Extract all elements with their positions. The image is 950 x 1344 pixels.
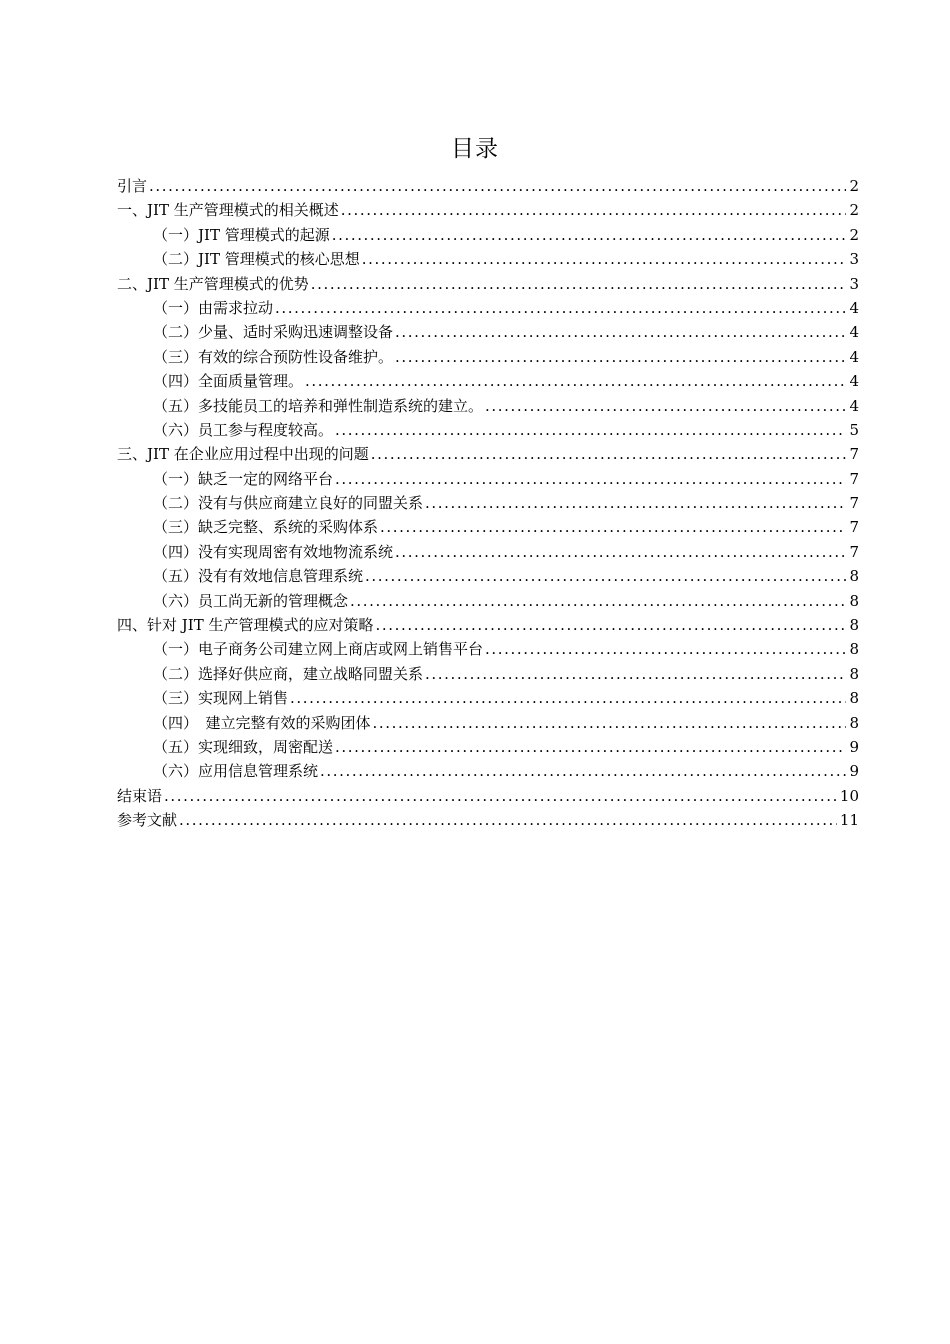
toc-page-number: 8 xyxy=(849,664,859,683)
toc-entry-label: （二）少量、适时采购迅速调整设备 xyxy=(153,323,394,342)
toc-entry[interactable] xyxy=(117,759,859,783)
toc-entry-label: （三）有效的综合预防性设备维护。 xyxy=(153,347,394,366)
toc-page-number: 8 xyxy=(849,567,859,586)
toc-entry[interactable] xyxy=(117,808,859,832)
toc-entry[interactable] xyxy=(117,223,859,247)
toc-dot-leader xyxy=(365,564,846,588)
toc-entry-label: （一）由需求拉动 xyxy=(153,298,274,317)
toc-page-number: 3 xyxy=(849,274,859,293)
toc-page-number: 8 xyxy=(849,591,859,610)
toc-dot-leader xyxy=(305,369,846,393)
toc-entry[interactable] xyxy=(117,467,859,491)
toc-dot-leader xyxy=(395,540,846,564)
toc-dot-leader xyxy=(275,296,846,320)
toc-entry-label: （五）没有有效地信息管理系统 xyxy=(153,567,364,586)
toc-entry-label: （五）实现细致，周密配送 xyxy=(153,737,334,756)
toc-page-number: 8 xyxy=(849,689,859,708)
toc-page-number: 11 xyxy=(839,811,859,830)
toc-entry-label: （二）没有与供应商建立良好的同盟关系 xyxy=(153,494,424,513)
toc-page-number: 9 xyxy=(849,762,859,781)
toc-page-number: 4 xyxy=(849,396,859,415)
toc-dot-leader xyxy=(371,442,847,466)
toc-entry[interactable] xyxy=(117,784,859,808)
toc-dot-leader xyxy=(335,467,846,491)
toc-title: 目录 xyxy=(451,136,499,162)
toc-entry-label: （六）员工参与程度较高。 xyxy=(153,420,334,439)
toc-entry-label: 结束语 xyxy=(117,786,163,805)
toc-entry-label: 一、JIT 生产管理模式的相关概述 xyxy=(117,201,339,220)
toc-entry[interactable] xyxy=(117,442,859,466)
toc-page-number: 2 xyxy=(849,201,859,220)
toc-entry[interactable] xyxy=(117,735,859,759)
toc-entry[interactable] xyxy=(117,515,859,539)
toc-dot-leader xyxy=(395,320,846,344)
toc-dot-leader xyxy=(335,735,846,759)
toc-entry[interactable] xyxy=(117,369,859,393)
toc-entry[interactable] xyxy=(117,564,859,588)
toc-dot-leader xyxy=(425,662,846,686)
toc-entry-label: （三）缺乏完整、系统的采购体系 xyxy=(153,518,379,537)
toc-page-number: 8 xyxy=(849,616,859,635)
toc-entry-label: （六）应用信息管理系统 xyxy=(153,762,319,781)
toc-entry-label: （一）JIT 管理模式的起源 xyxy=(153,225,330,244)
toc-dot-leader xyxy=(425,491,846,515)
toc-entry[interactable] xyxy=(117,711,859,735)
toc-dot-leader xyxy=(362,247,847,271)
toc-page-number: 8 xyxy=(849,640,859,659)
toc-entry[interactable] xyxy=(117,296,859,320)
toc-dot-leader xyxy=(149,174,846,198)
toc-page-number: 9 xyxy=(849,737,859,756)
toc-entry[interactable] xyxy=(117,272,859,296)
toc-dot-leader xyxy=(290,686,846,710)
toc-page-number: 4 xyxy=(849,372,859,391)
toc-list xyxy=(117,174,859,833)
toc-dot-leader xyxy=(375,613,846,637)
toc-dot-leader xyxy=(311,272,847,296)
toc-entry-label: 二、JIT 生产管理模式的优势 xyxy=(117,274,309,293)
toc-entry[interactable] xyxy=(117,686,859,710)
toc-page-number: 4 xyxy=(849,347,859,366)
toc-entry-label: （一）缺乏一定的网络平台 xyxy=(153,469,334,488)
toc-entry[interactable] xyxy=(117,394,859,418)
toc-dot-leader xyxy=(350,589,846,613)
toc-entry-label: 引言 xyxy=(117,177,148,195)
toc-page-number: 2 xyxy=(849,225,859,244)
toc-entry[interactable] xyxy=(117,320,859,344)
toc-dot-leader xyxy=(373,711,847,735)
toc-dot-leader xyxy=(164,784,837,808)
toc-dot-leader xyxy=(332,223,847,247)
toc-dot-leader xyxy=(320,759,846,783)
toc-entry-label: （二）JIT 管理模式的核心思想 xyxy=(153,250,360,269)
toc-dot-leader xyxy=(485,637,846,661)
toc-page-number: 3 xyxy=(849,250,859,269)
toc-page-number: 7 xyxy=(849,494,859,513)
toc-entry[interactable] xyxy=(117,418,859,442)
toc-entry-label: （一）电子商务公司建立网上商店或网上销售平台 xyxy=(153,640,484,659)
toc-entry[interactable] xyxy=(117,345,859,369)
toc-entry[interactable] xyxy=(117,174,859,198)
toc-dot-leader xyxy=(395,345,846,369)
toc-entry[interactable] xyxy=(117,662,859,686)
toc-entry-label: 三、JIT 在企业应用过程中出现的问题 xyxy=(117,445,369,464)
toc-entry-label: （四） 建立完整有效的采购团体 xyxy=(153,713,371,732)
toc-entry[interactable] xyxy=(117,198,859,222)
toc-page-number: 8 xyxy=(849,713,859,732)
toc-entry[interactable] xyxy=(117,613,859,637)
toc-dot-leader xyxy=(380,515,846,539)
toc-dot-leader xyxy=(335,418,846,442)
toc-page-number: 2 xyxy=(849,177,859,195)
toc-entry-label: 参考文献 xyxy=(117,811,178,830)
toc-entry-label: 四、针对 JIT 生产管理模式的应对策略 xyxy=(117,616,374,635)
toc-entry-label: （二）选择好供应商，建立战略同盟关系 xyxy=(153,664,424,683)
toc-page-number: 5 xyxy=(849,420,859,439)
toc-entry-label: （六）员工尚无新的管理概念 xyxy=(153,591,349,610)
toc-page-number: 7 xyxy=(849,542,859,561)
toc-dot-leader xyxy=(179,808,837,832)
toc-entry-label: （四）全面质量管理。 xyxy=(153,372,304,391)
toc-page-number: 7 xyxy=(849,445,859,464)
toc-dot-leader xyxy=(341,198,847,222)
toc-page-number: 4 xyxy=(849,323,859,342)
toc-entry-label: （四）没有实现周密有效地物流系统 xyxy=(153,542,394,561)
toc-entry[interactable] xyxy=(117,589,859,613)
toc-page-number: 7 xyxy=(849,469,859,488)
toc-entry-label: （五）多技能员工的培养和弹性制造系统的建立。 xyxy=(153,396,484,415)
toc-page-number: 7 xyxy=(849,518,859,537)
toc-entry[interactable] xyxy=(117,247,859,271)
toc-entry[interactable] xyxy=(117,491,859,515)
toc-entry[interactable] xyxy=(117,637,859,661)
toc-entry-label: （三）实现网上销售 xyxy=(153,689,289,708)
toc-page-number: 10 xyxy=(839,786,859,805)
toc-page-number: 4 xyxy=(849,298,859,317)
toc-entry[interactable] xyxy=(117,540,859,564)
toc-dot-leader xyxy=(485,394,846,418)
